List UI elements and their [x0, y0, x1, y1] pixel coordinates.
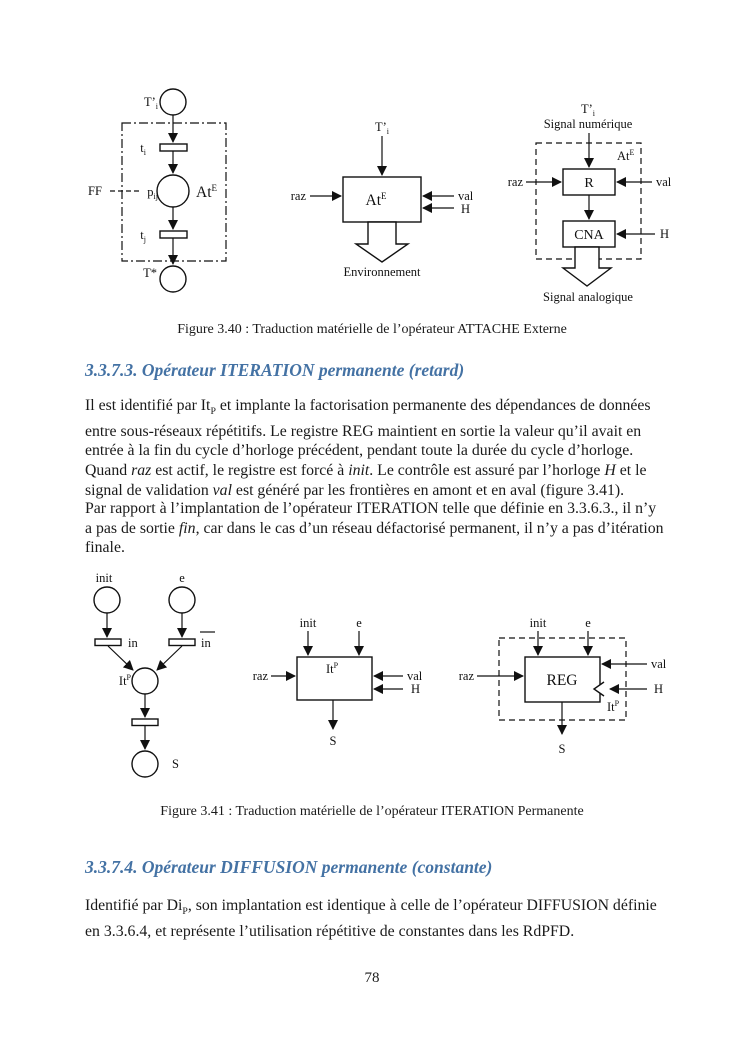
- place-e: [169, 587, 195, 613]
- fig40-implementation-diagram: [508, 102, 672, 304]
- label-environnement: Environnement: [343, 265, 421, 279]
- italic-term: H: [604, 461, 616, 479]
- text-segment: Il est identifié par It: [85, 397, 211, 414]
- section-heading-3373: 3.3.7.3. Opérateur ITERATION permanente (retard): [85, 360, 465, 380]
- label-val: val: [656, 175, 672, 189]
- label-ff: FF: [88, 184, 102, 198]
- label-t-in: $T’_i$: [143, 95, 158, 111]
- fig41-block-diagram: [253, 616, 423, 748]
- label-val: val: [458, 189, 474, 203]
- text-segment: Identifié par Di: [85, 897, 183, 914]
- figure-3-41: [0, 568, 744, 798]
- label-signal-numerique: Signal numérique: [543, 117, 633, 131]
- label-e: e: [179, 571, 185, 585]
- text-segment: est généré par les frontières en amont et en aval (figure 3.41).: [231, 481, 625, 499]
- italic-term: init: [348, 461, 370, 479]
- page-number: 78: [364, 970, 380, 986]
- label-reg: REG: [546, 672, 578, 689]
- place-itp: [132, 668, 158, 694]
- clock-notch: [594, 682, 604, 696]
- label-h: H: [411, 682, 421, 696]
- text-segment: . Le contrôle est assuré par l’horloge: [369, 461, 605, 479]
- fig40-petri-net: [88, 89, 226, 292]
- figure-3-40: [0, 80, 744, 320]
- place-t-out: [160, 266, 186, 292]
- text-segment: , car dans le cas d’un réseau défactorisé permanent, il n’y a pas d’itération finale.: [85, 519, 664, 557]
- label-h: H: [660, 227, 670, 241]
- fig40-block-diagram: [291, 120, 474, 279]
- label-s: S: [172, 757, 179, 771]
- subscript: P: [210, 406, 216, 418]
- figure-3-41-caption: Figure 3.41 : Traduction matérielle de l’opérateur ITERATION Permanente: [160, 804, 584, 819]
- transition-out: [132, 719, 158, 726]
- label-t1: $t_i$: [140, 141, 146, 157]
- label-t-out: T*: [143, 266, 157, 280]
- label-signal-analogique: Signal analogique: [543, 290, 633, 304]
- place-init: [94, 587, 120, 613]
- label-e: e: [356, 616, 362, 630]
- text-segment: et implante la factorisation permanente des dépendances de données entre sous-réseaux répétitifs. Le registre REG maintient en sortie la valeur qu’il avait en entrée à la fin du cycle d’horloge précédent, pendant toute la durée du cycle d’horloge. Quand: [85, 397, 651, 479]
- fig41-petri-net: [94, 571, 215, 777]
- box-title: $It^P$: [325, 661, 339, 676]
- output-arrow: [563, 247, 611, 286]
- text-segment: Par rapport à l’implantation de l’opérateur ITERATION telle que définie en 3.3.6.3., il n’y a pas de sortie: [85, 500, 657, 537]
- transition-t1: [160, 144, 187, 151]
- label-init: init: [299, 616, 317, 630]
- label-in: in: [128, 636, 138, 650]
- paragraph-3: [85, 896, 667, 941]
- text-segment: est actif, le registre est forcé à: [151, 461, 349, 479]
- label-raz: raz: [252, 669, 268, 683]
- label-t-in: $T’_i$: [580, 102, 596, 118]
- transition-not-in: [169, 639, 195, 646]
- label-s: S: [558, 742, 566, 756]
- label-h: H: [654, 682, 664, 696]
- figure-3-40-caption: Figure 3.40 : Traduction matérielle de l’opérateur ATTACHE Externe: [177, 322, 567, 337]
- label-s: S: [329, 734, 337, 748]
- text-segment: , son implantation est identique à celle de l’opérateur DIFFUSION définie en 3.3.6.4, et représente l’utilisation répétitive de constantes dans les RdPFD.: [85, 897, 657, 940]
- label-init: init: [95, 571, 113, 585]
- text-segment: et le signal de validation: [85, 461, 647, 499]
- fig41-implementation-diagram: [459, 616, 667, 756]
- label-e: e: [585, 616, 591, 630]
- label-init: init: [529, 616, 547, 630]
- place-t-in: [160, 89, 186, 115]
- paragraph-1: [85, 396, 667, 500]
- label-at-e: $At^E$: [196, 183, 217, 201]
- label-raz: raz: [507, 175, 523, 189]
- italic-term: fin: [178, 519, 196, 537]
- label-raz: raz: [290, 189, 306, 203]
- paragraph-2: [85, 499, 667, 558]
- label-h: H: [461, 202, 471, 216]
- transition-t2: [160, 231, 187, 238]
- italic-term: val: [212, 481, 232, 499]
- label-in-bar: in: [201, 636, 211, 650]
- label-at-e: $At^E$: [617, 148, 635, 163]
- label-cna: CNA: [574, 228, 604, 243]
- label-t-in: $T’_i$: [374, 120, 390, 136]
- label-val: val: [651, 657, 667, 671]
- label-r: R: [584, 176, 594, 191]
- place-pij: [157, 175, 189, 207]
- label-t2: $t_j$: [140, 228, 146, 244]
- label-raz: raz: [458, 669, 474, 683]
- label-pij: $p_{ij}$: [147, 185, 158, 201]
- label-val: val: [407, 669, 423, 683]
- italic-term: raz: [131, 461, 152, 479]
- label-itp: $It^P$: [118, 673, 131, 688]
- place-s: [132, 751, 158, 777]
- subscript: P: [182, 906, 188, 918]
- output-arrow: [356, 222, 408, 262]
- label-itp: $It^P$: [607, 699, 620, 714]
- transition-in: [95, 639, 121, 646]
- section-heading-3374: 3.3.7.4. Opérateur DIFFUSION permanente (constante): [85, 857, 493, 877]
- box-title: $At^E$: [365, 191, 387, 209]
